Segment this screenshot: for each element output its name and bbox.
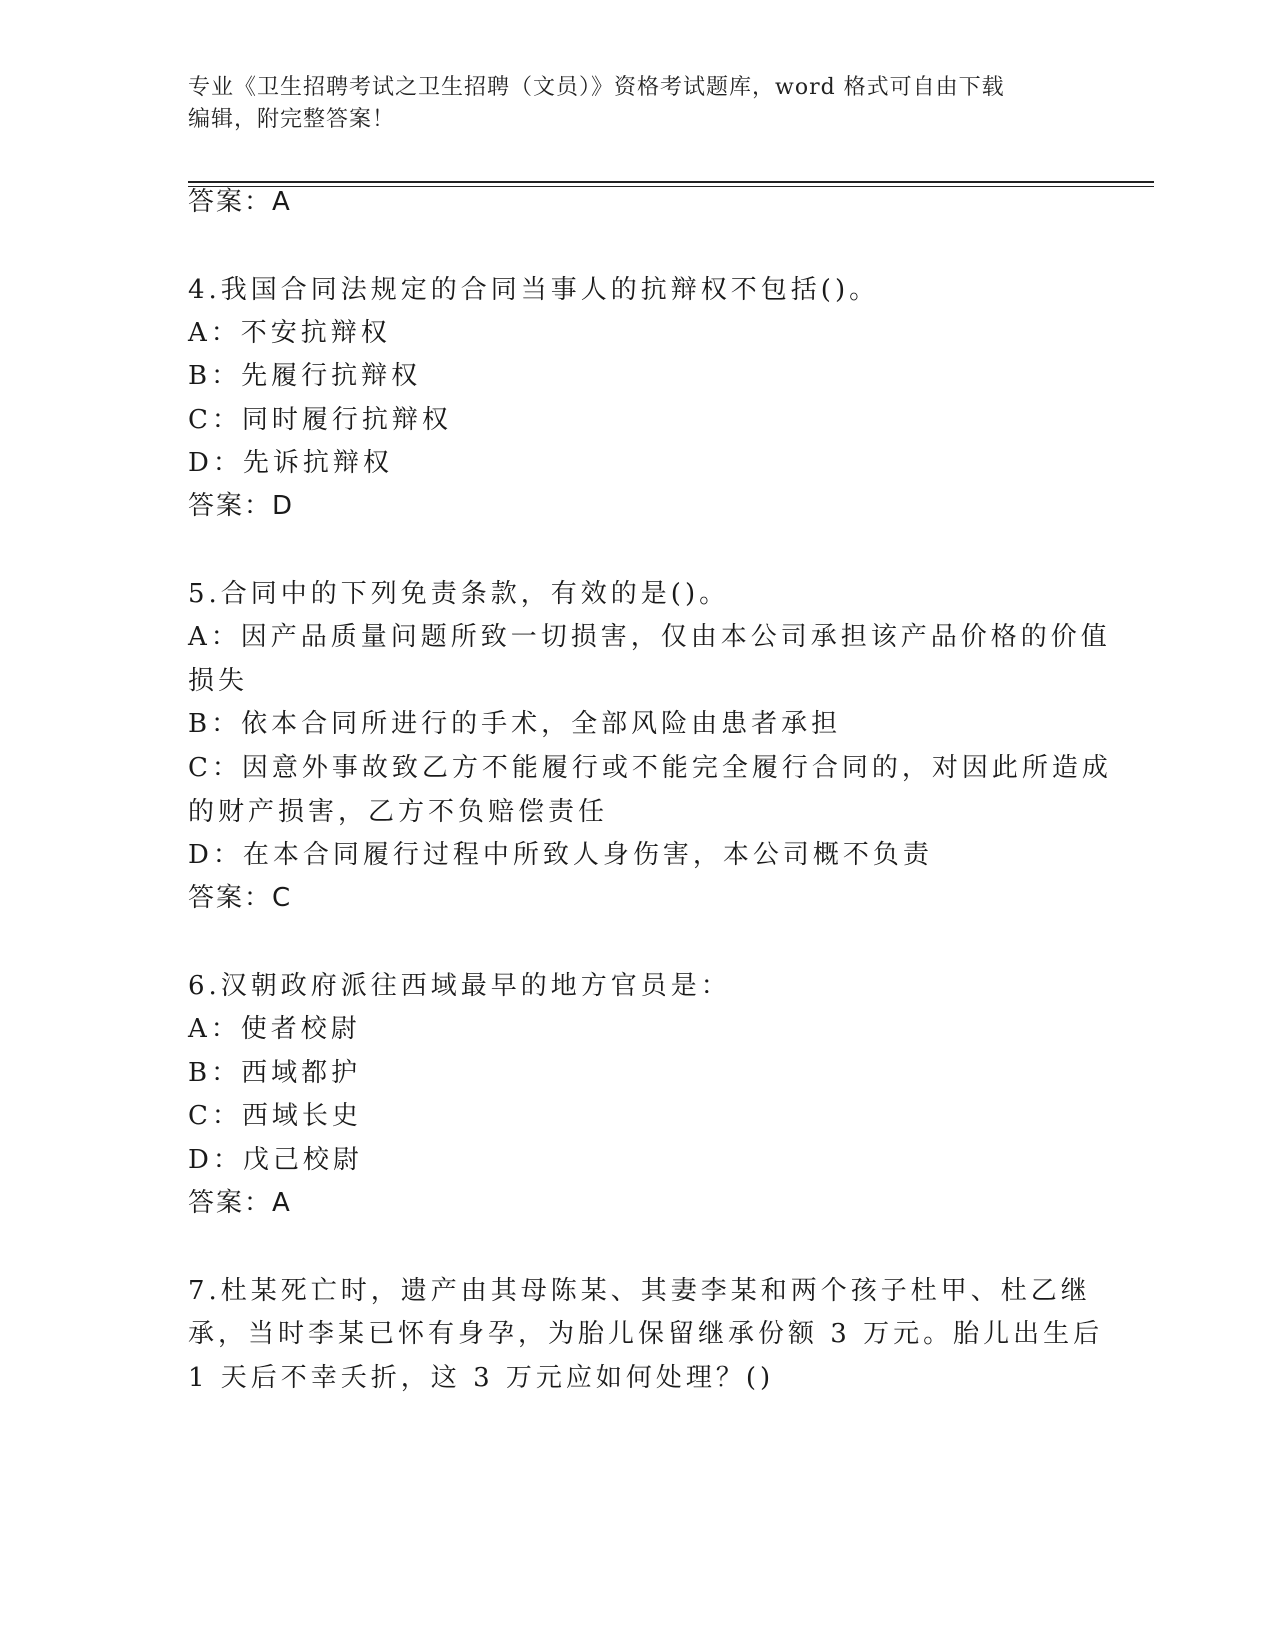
answer-key: 答案：A <box>188 1188 292 1218</box>
answer-option: D：戊己校尉 <box>188 1145 363 1175</box>
answer-option: D：在本合同履行过程中所致人身伤害，本公司概不负责 <box>188 840 933 870</box>
answer-option: A：因产品质量问题所致一切损害，仅由本公司承担该产品价格的价值 <box>188 622 1111 652</box>
answer-option: C：西域长史 <box>188 1101 362 1131</box>
answer-option: B：先履行抗辩权 <box>188 361 422 391</box>
question-stem: 承，当时李某已怀有身孕，为胎儿保留继承份额 3 万元。胎儿出生后 <box>188 1319 1104 1349</box>
question-stem: 7.杜某死亡时，遗产由其母陈某、其妻李某和两个孩子杜甲、杜乙继 <box>188 1276 1091 1306</box>
answer-option: A：使者校尉 <box>188 1014 361 1044</box>
answer-top: 答案：A <box>188 187 292 217</box>
question-stem: 1 天后不幸夭折，这 3 万元应如何处理？() <box>188 1363 775 1393</box>
question-stem: 5.合同中的下列免责条款，有效的是()。 <box>188 579 730 609</box>
header-line-2: 编辑，附完整答案！ <box>188 107 396 132</box>
header-rule-thick <box>188 181 1154 183</box>
answer-option: A：不安抗辩权 <box>188 318 391 348</box>
answer-option: C：同时履行抗辩权 <box>188 405 452 435</box>
answer-option: B：依本合同所进行的手术，全部风险由患者承担 <box>188 709 842 739</box>
question-stem: 4.我国合同法规定的合同当事人的抗辩权不包括()。 <box>188 275 880 305</box>
document-header <box>188 72 1068 136</box>
header-rule-thin <box>188 186 1154 187</box>
answer-option: C：因意外事故致乙方不能履行或不能完全履行合同的，对因此所造成 <box>188 753 1112 783</box>
answer-option: B：西域都护 <box>188 1058 362 1088</box>
answer-option: D：先诉抗辩权 <box>188 448 393 478</box>
answer-option: 的财产损害，乙方不负赔偿责任 <box>188 797 609 827</box>
answer-option: 损失 <box>188 666 249 696</box>
answer-key: 答案：C <box>188 883 293 913</box>
answer-key: 答案：D <box>188 491 295 521</box>
header-line-1: 专业《卫生招聘考试之卫生招聘（文员）》资格考试题库，word 格式可自由下载 <box>188 75 1005 100</box>
question-stem: 6.汉朝政府派往西域最早的地方官员是： <box>188 971 731 1001</box>
